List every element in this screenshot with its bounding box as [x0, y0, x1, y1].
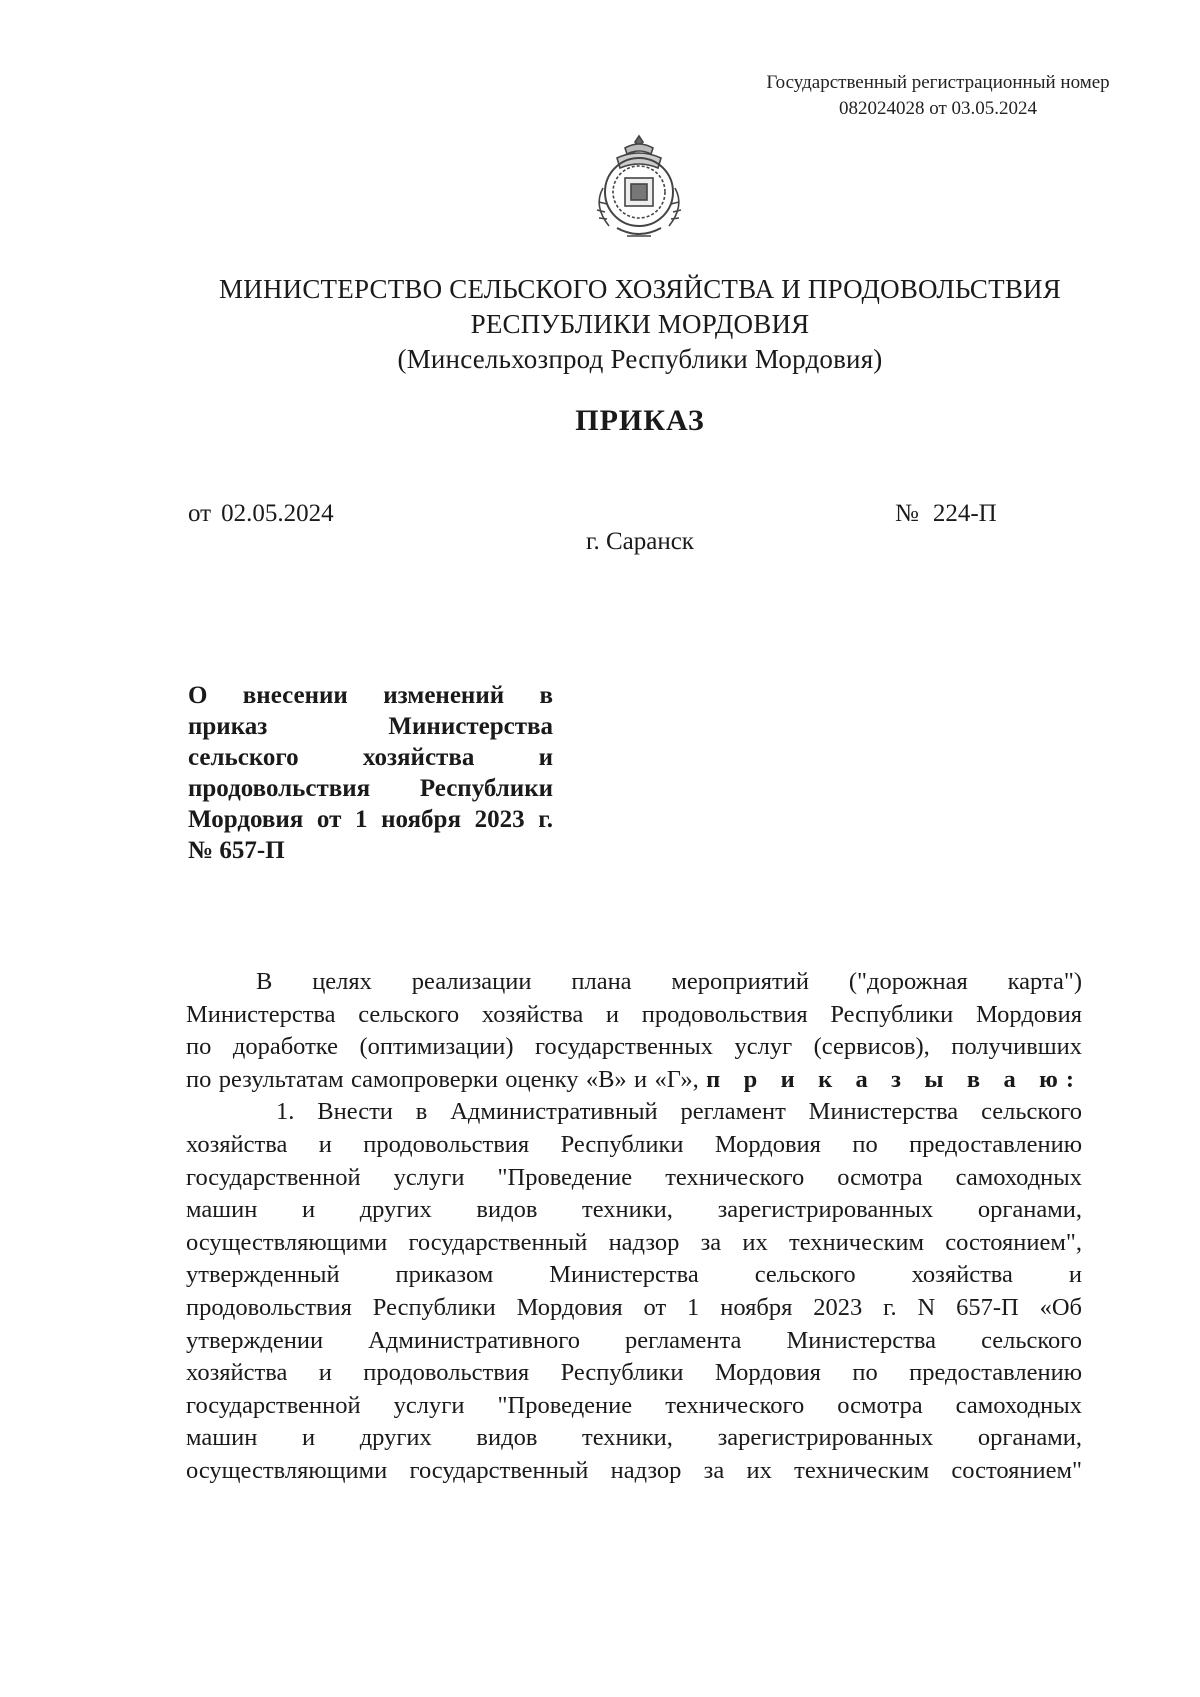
order-command: п р и к а з ы в а ю: [706, 1065, 1083, 1093]
order-number [895, 500, 997, 528]
order-body [186, 966, 1082, 1488]
organization-name-line1: МИНИСТЕРСТВО СЕЛЬСКОГО ХОЗЯЙСТВА И ПРОДОВОЛЬСТВИЯ [219, 274, 1061, 304]
date-value: 02.05.2024 [221, 500, 334, 527]
body-line: утвержденный приказом Министерства сельского хозяйства и [186, 1261, 1082, 1289]
organization-header [0, 272, 1200, 377]
body-line-text: по результатам самопроверки оценку «В» и «Г», [186, 1065, 699, 1093]
coat-of-arms-icon [587, 132, 691, 242]
subject-line: Мордовия от 1 ноября 2023 г. [188, 806, 553, 833]
body-line: по доработке (оптимизации) государственных услуг (сервисов), получивших [186, 1033, 1082, 1061]
body-line: осуществляющими государственный надзор за их техническим состоянием", [186, 1228, 1082, 1256]
body-line: В целях реализации плана мероприятий ("дорожная карта") [256, 968, 1082, 995]
organization-short-name: (Минсельхозпрод Республики Мордовия) [397, 344, 883, 374]
registration-number-block [728, 70, 1148, 122]
body-line: государственной услуги "Проведение технического осмотра самоходных [186, 1391, 1082, 1419]
order-subject [188, 680, 553, 866]
body-line: осуществляющими государственный надзор за их техническим состоянием" [186, 1456, 1082, 1484]
body-line: хозяйства и продовольствия Республики Мордовия по предоставлению [186, 1130, 1082, 1158]
date-prefix: от [188, 500, 212, 527]
body-line: хозяйства и продовольствия Республики Мордовия по предоставлению [186, 1359, 1082, 1387]
subject-line: О внесении изменений в [188, 682, 553, 709]
registration-value: 082024028 от 03.05.2024 [838, 98, 1038, 119]
body-line: машин и других видов техники, зарегистрированных органами, [186, 1196, 1082, 1224]
body-line: утверждении Административного регламента Министерства сельского [186, 1326, 1082, 1354]
order-city: г. Саранск [586, 528, 694, 555]
registration-label: Государственный регистрационный номер [766, 72, 1110, 93]
subject-line: № 657-П [188, 837, 285, 864]
organization-name-line2: РЕСПУБЛИКИ МОРДОВИЯ [470, 309, 810, 339]
body-line: продовольствия Республики Мордовия от 1 ноября 2023 г. N 657-П «Об [186, 1293, 1082, 1321]
subject-line: сельского хозяйства и [188, 744, 553, 771]
subject-line: продовольствия Республики [188, 775, 553, 802]
order-date [188, 500, 334, 528]
subject-line: приказ Министерства [188, 713, 553, 740]
document-type-title: ПРИКАЗ [575, 404, 705, 437]
number-prefix: № [895, 500, 919, 527]
body-line [186, 1064, 1082, 1097]
clause-1-paragraph [186, 1096, 1082, 1487]
preamble-paragraph [186, 966, 1082, 1096]
number-value: 224-П [932, 500, 997, 527]
body-line: государственной услуги "Проведение технического осмотра самоходных [186, 1163, 1082, 1191]
body-line: Министерства сельского хозяйства и продовольствия Республики Мордовия [186, 1000, 1082, 1028]
body-line: машин и других видов техники, зарегистрированных органами, [186, 1424, 1082, 1452]
body-line: 1. Внести в Административный регламент Министерства сельского [276, 1098, 1082, 1126]
